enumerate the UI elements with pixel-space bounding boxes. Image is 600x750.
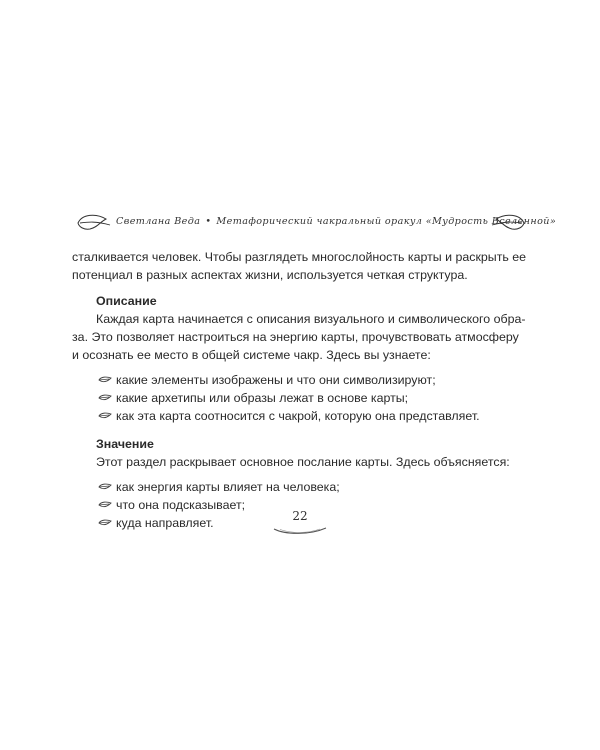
list-item [72, 389, 528, 407]
header-author: Светлана Веда [116, 216, 201, 227]
paragraph-line: за. Это позволяет настроиться на энергию карты, прочувствовать атмосферу [72, 330, 519, 344]
header-book-title: Метафорический чакральный оракул «Мудрость Вселенной» [216, 216, 557, 227]
list-item [72, 407, 528, 425]
list-item [72, 371, 528, 389]
leaf-ornament-right-icon [490, 213, 526, 233]
list-item-text: куда направляет. [116, 516, 214, 530]
bullet-list-meaning [72, 478, 528, 532]
bullet-list-description [72, 371, 528, 425]
page-number: 22 [292, 509, 308, 523]
leaf-bullet-icon [98, 483, 112, 491]
list-item-text: как энергия карты влияет на человека; [116, 480, 340, 494]
running-header [76, 211, 557, 237]
list-item-text: какие архетипы или образы лежат в основе карты; [116, 391, 409, 405]
section-heading-meaning: Значение [96, 437, 154, 451]
paragraph-line: Этот раздел раскрывает основное послание карты. Здесь объясняется: [96, 455, 510, 469]
swoosh-ornament-icon [272, 526, 328, 536]
leaf-bullet-icon [98, 501, 112, 509]
leaf-bullet-icon [98, 412, 112, 420]
list-item [72, 478, 528, 496]
paragraph-line: потенциал в разных аспектах жизни, используется четкая структура. [72, 268, 468, 282]
list-item-text: как эта карта соотносится с чакрой, которую она представляет. [116, 409, 480, 423]
paragraph-line: сталкивается человек. Чтобы разглядеть многослойность карты и раскрыть ее [72, 250, 527, 264]
leaf-ornament-left-icon [76, 213, 112, 233]
list-item-text: какие элементы изображены и что они символизируют; [116, 373, 436, 387]
paragraph-line: и осознать ее место в общей системе чакр. Здесь вы узнаете: [72, 348, 431, 362]
leaf-bullet-icon [98, 376, 112, 384]
header-separator: • [205, 216, 212, 227]
section-heading-description: Описание [96, 294, 157, 308]
page-content [72, 248, 528, 532]
paragraph-line: Каждая карта начинается с описания визуального и символического обра- [96, 312, 526, 326]
leaf-bullet-icon [98, 394, 112, 402]
list-item-text: что она подсказывает; [116, 498, 246, 512]
